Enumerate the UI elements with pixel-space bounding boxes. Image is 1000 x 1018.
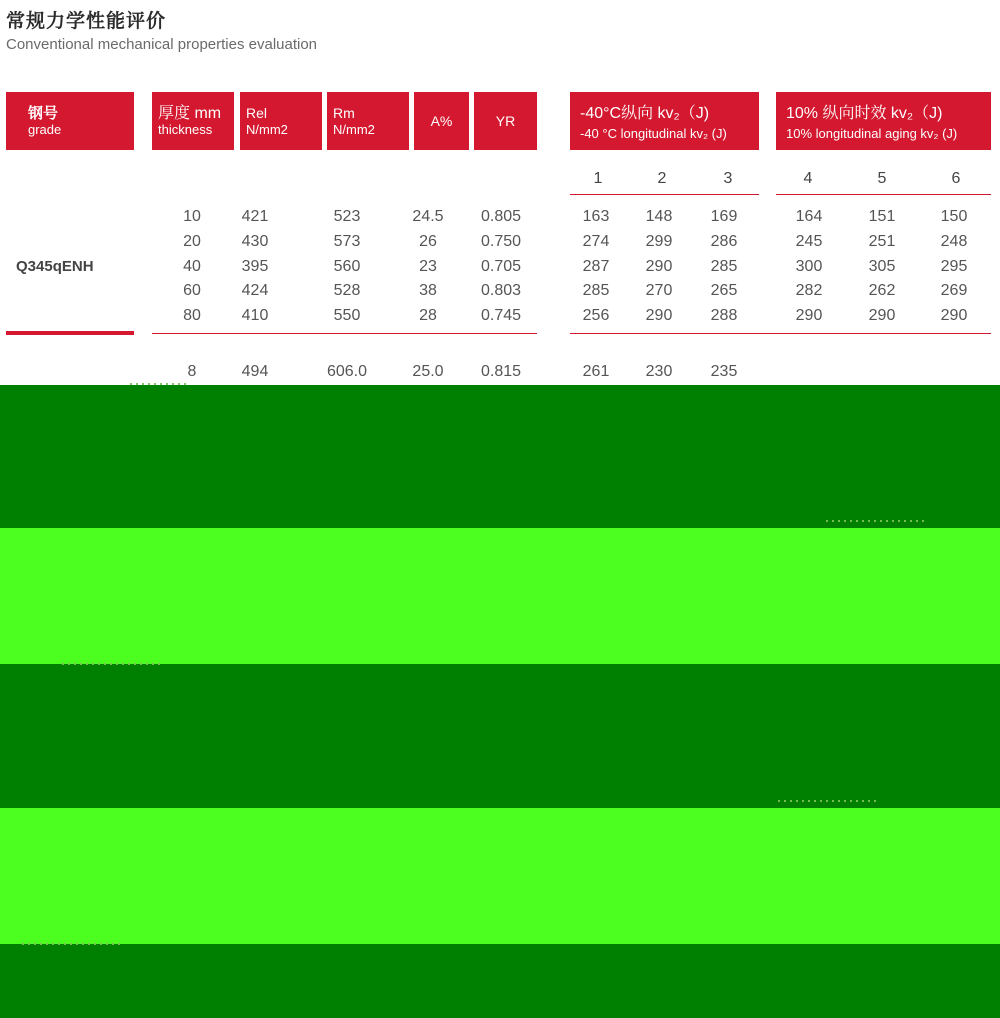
- table-cell: 0.705: [480, 258, 522, 275]
- table-cell: 150: [940, 208, 968, 225]
- table-cell: 290: [868, 307, 896, 324]
- table-cell: 265: [710, 282, 738, 299]
- header-rel-l2: N/mm2: [246, 122, 288, 137]
- table-cell: 286: [710, 233, 738, 250]
- table-cell: 523: [333, 208, 361, 225]
- table-cell: 290: [645, 258, 673, 275]
- header-rel-l1: Rel: [246, 105, 268, 121]
- table-cell: 163: [582, 208, 610, 225]
- page-title-cn: 常规力学性能评价: [6, 10, 167, 32]
- table-cell: 290: [795, 307, 823, 324]
- table-cell: 606.0: [326, 363, 368, 380]
- table-cell: 164: [795, 208, 823, 225]
- header-rm-l1: Rm: [333, 105, 355, 121]
- table-cell: 169: [710, 208, 738, 225]
- header-aging: [776, 92, 991, 150]
- green-band-1: [0, 385, 1000, 528]
- header-a: [414, 92, 469, 150]
- table-cell: 245: [795, 233, 823, 250]
- header-grade-cn: 钢号: [28, 105, 59, 122]
- table-cell: 38: [419, 282, 437, 299]
- table-cell: 290: [645, 307, 673, 324]
- table-cell: 560: [333, 258, 361, 275]
- table-cell: 285: [582, 282, 610, 299]
- header-rm-l2: N/mm2: [333, 122, 375, 137]
- table-cell: 305: [868, 258, 896, 275]
- green-band-4: [0, 808, 1000, 944]
- table-cell: 256: [582, 307, 610, 324]
- header-grade: [6, 92, 134, 150]
- header-impact-40-cn: -40°C纵向 kv₂（J): [580, 105, 710, 122]
- table-cell: 299: [645, 233, 673, 250]
- green-band-2: [0, 528, 1000, 664]
- grade-separator: [6, 331, 134, 335]
- header-rel: [240, 92, 322, 150]
- table-cell: 424: [241, 282, 269, 299]
- header-impact-40-en: -40 °C longitudinal kv₂ (J): [580, 126, 727, 141]
- table-cell: 288: [710, 307, 738, 324]
- header-thickness-cn: 厚度 mm: [158, 105, 222, 122]
- dotted-mark: [20, 943, 120, 945]
- table-cell: 430: [241, 233, 269, 250]
- header-thickness-en: thickness: [158, 122, 213, 137]
- sub-number-3: 3: [723, 170, 733, 187]
- table-cell: 10: [183, 208, 201, 225]
- table-cell: 26: [419, 233, 437, 250]
- table-cell: 269: [940, 282, 968, 299]
- header-thickness: [152, 92, 234, 150]
- table-cell: 80: [183, 307, 201, 324]
- header-yr: [474, 92, 537, 150]
- table-cell: 25.0: [412, 363, 444, 380]
- table-cell: 421: [241, 208, 269, 225]
- sub-number-6: 6: [951, 170, 961, 187]
- sub-number-1: 1: [593, 170, 603, 187]
- table-cell: 40: [183, 258, 201, 275]
- table-cell: 0.815: [480, 363, 522, 380]
- table-cell: 262: [868, 282, 896, 299]
- header-a-label: A%: [430, 113, 453, 129]
- table-cell: 0.803: [480, 282, 522, 299]
- table-cell: 251: [868, 233, 896, 250]
- table-cell: 148: [645, 208, 673, 225]
- header-yr-label: YR: [495, 113, 516, 129]
- impact-sub-divider: [570, 194, 759, 195]
- row-separator-impact: [570, 333, 991, 334]
- dotted-mark: [60, 663, 160, 665]
- table-cell: 0.750: [480, 233, 522, 250]
- table-cell: 274: [582, 233, 610, 250]
- header-grade-en: grade: [28, 122, 62, 137]
- sub-number-5: 5: [877, 170, 887, 187]
- table-cell: 0.745: [480, 307, 522, 324]
- table-cell: 261: [582, 363, 610, 380]
- dotted-mark: [776, 800, 876, 802]
- table-cell: 300: [795, 258, 823, 275]
- table-cell: 410: [241, 307, 269, 324]
- table-cell: 550: [333, 307, 361, 324]
- green-band-3: [0, 664, 1000, 808]
- header-impact-40: [570, 92, 759, 150]
- table-cell: 528: [333, 282, 361, 299]
- table-cell: 287: [582, 258, 610, 275]
- table-cell: 395: [241, 258, 269, 275]
- table-cell: 282: [795, 282, 823, 299]
- table-cell: 23: [419, 258, 437, 275]
- table-cell: 290: [940, 307, 968, 324]
- aging-sub-divider: [776, 194, 991, 195]
- green-band-5: [0, 944, 1000, 1018]
- sub-number-4: 4: [803, 170, 813, 187]
- table-cell: 24.5: [412, 208, 444, 225]
- table-cell: 295: [940, 258, 968, 275]
- table-cell: 8: [187, 363, 197, 380]
- table-cell: 28: [419, 307, 437, 324]
- table-cell: 270: [645, 282, 673, 299]
- table-cell: 235: [710, 363, 738, 380]
- dotted-mark: [824, 520, 924, 522]
- header-rm: [327, 92, 409, 150]
- table-cell: 20: [183, 233, 201, 250]
- table-cell: 151: [868, 208, 896, 225]
- table-cell: 0.805: [480, 208, 522, 225]
- row-separator-main: [152, 333, 537, 334]
- grade-name: Q345qENH: [16, 258, 94, 275]
- table-cell: 230: [645, 363, 673, 380]
- table-cell: 60: [183, 282, 201, 299]
- sub-number-2: 2: [657, 170, 667, 187]
- table-cell: 573: [333, 233, 361, 250]
- table-cell: 494: [241, 363, 269, 380]
- header-aging-en: 10% longitudinal aging kv₂ (J): [786, 126, 958, 141]
- table-cell: 285: [710, 258, 738, 275]
- header-aging-cn: 10% 纵向时效 kv₂（J): [786, 105, 943, 122]
- table-cell: 248: [940, 233, 968, 250]
- page-title-en: Conventional mechanical properties evaluation: [6, 36, 318, 53]
